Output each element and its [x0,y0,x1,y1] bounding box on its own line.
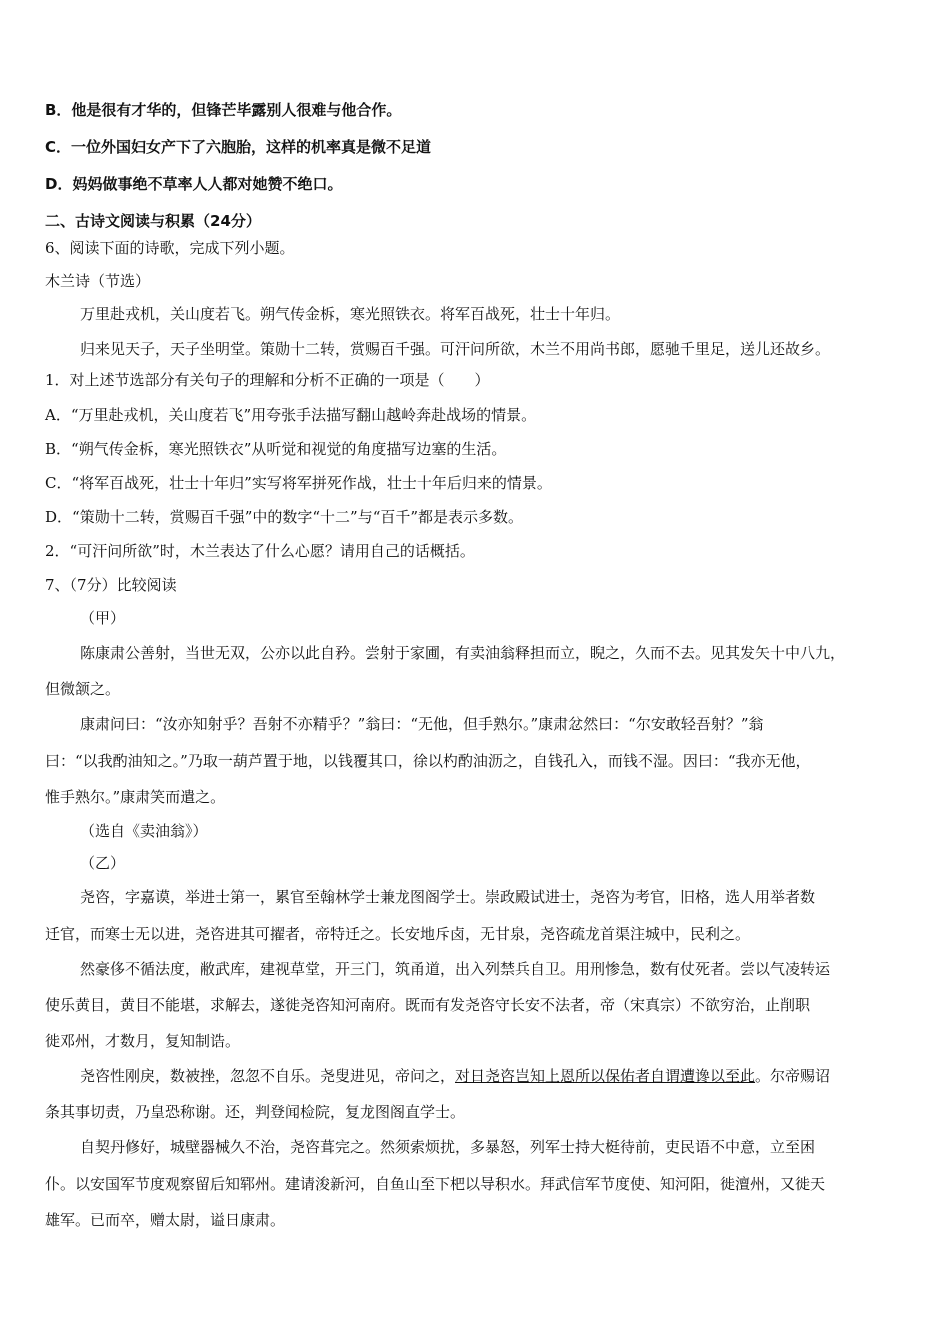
passage-jia-label: （甲） [80,609,126,627]
section-heading: 二、古诗文阅读与积累（24分） [45,212,261,230]
question-1-option-d: D．“策勋十二转，赏赐百千强”中的数字“十二”与“百千”都是表示多数。 [45,508,524,526]
option-b: B．他是很有才华的，但锋芒毕露别人很难与他合作。 [45,101,402,119]
passage-yi-line: 条其事切责，乃皇恐称谢。还，判登闻检院，复龙图阁直学士。 [45,1103,466,1121]
passage-yi-line: 仆。以安国军节度观察留后知郓州。建请浚新河，自鱼山至下杷以导积水。拜武信军节度使、知河阳，徙澶州，又徙天 [45,1175,826,1193]
passage-jia-line: 惟手熟尔。”康肃笑而遣之。 [45,788,226,806]
option-c: C．一位外国妇女产下了六胞胎，这样的机率真是微不足道 [45,138,432,156]
question-1-option-c: C．“将军百战死，壮士十年归”实写将军拼死作战，壮士十年后归来的情景。 [45,474,552,492]
poem-title: 木兰诗（节选） [45,272,151,290]
question-6: 6、阅读下面的诗歌，完成下列小题。 [45,239,295,257]
question-7: 7、（7分）比较阅读 [45,576,177,594]
poem-line-2: 归来见天子，天子坐明堂。策勋十二转，赏赐百千强。可汗问所欲，木兰不用尚书郎，愿驰千里足，送儿还故乡。 [80,340,831,358]
option-d: D．妈妈做事绝不草率人人都对她赞不绝口。 [45,175,343,193]
passage-jia-line: 陈康肃公善射，当世无双，公亦以此自矜。尝射于家圃，有卖油翁释担而立，睨之，久而不去。见其发矢十中八九， [80,644,846,662]
passage-jia-source: （选自《卖油翁》） [80,822,208,840]
passage-yi-line: 尧咨，字嘉谟，举进士第一，累官至翰林学士兼龙图阁学士。崇政殿试进士，尧咨为考官，旧格，选人用举者数 [80,888,816,906]
passage-text: 尧咨性刚戾，数被挫，忽忽不自乐。尧叟进见，帝问之， [80,1067,456,1085]
passage-yi-line: 迁官，而寒士无以进，尧咨进其可擢者，帝特迁之。长安地斥卤，无甘泉，尧咨疏龙首渠注城中，民利之。 [45,925,751,943]
passage-jia-line: 康肃问曰：“汝亦知射乎？吾射不亦精乎？”翁曰：“无他，但手熟尔。”康肃忿然曰：“尔安敢轻吾射？”翁 [80,715,764,733]
question-2: 2．“可汗问所欲”时，木兰表达了什么心愿？请用自己的话概括。 [45,542,475,560]
passage-yi-label: （乙） [80,854,126,872]
passage-jia-line: 但微颔之。 [45,680,121,698]
passage-yi-line [80,1066,830,1086]
passage-yi-line: 然豪侈不循法度，敝武库，建视草堂，开三门，筑甬道，出入列禁兵自卫。用刑惨急，数有仗死者。尝以气凌转运 [80,960,831,978]
question-1-option-a: A．“万里赴戎机，关山度若飞”用夸张手法描写翻山越岭奔赴战场的情景。 [45,406,537,424]
passage-yi-line: 雄军。已而卒，赠太尉，谥日康肃。 [45,1211,286,1229]
question-1-option-b: B．“朔气传金柝，寒光照铁衣”从听觉和视觉的角度描写边塞的生活。 [45,440,507,458]
passage-text: 。尔帝赐诏 [755,1067,831,1085]
passage-yi-line: 徙邓州，才数月，复知制诰。 [45,1032,241,1050]
passage-yi-line: 自契丹修好，城壁器械久不治，尧咨葺完之。然须索烦扰，多暴怒，列军士持大梃待前，吏民语不中意，立至困 [80,1138,816,1156]
passage-yi-line: 使乐黄目，黄目不能堪，求解去，遂徙尧咨知河南府。既而有发尧咨守长安不法者，帝（宋真宗）不欲穷治，止削职 [45,996,811,1014]
passage-jia-line: 曰：“以我酌油知之。”乃取一葫芦置于地，以钱覆其口，徐以杓酌油沥之，自钱孔入，而钱不湿。因曰：“我亦无他， [45,752,811,770]
question-1: 1．对上述节选部分有关句子的理解和分析不正确的一项是（ ） [45,371,490,389]
poem-line-1: 万里赴戎机，关山度若飞。朔气传金柝，寒光照铁衣。将军百战死，壮士十年归。 [80,305,621,323]
underlined-sentence: 对日尧咨岂知上恩所以保佑者自谓遭谗以至此 [455,1067,756,1085]
